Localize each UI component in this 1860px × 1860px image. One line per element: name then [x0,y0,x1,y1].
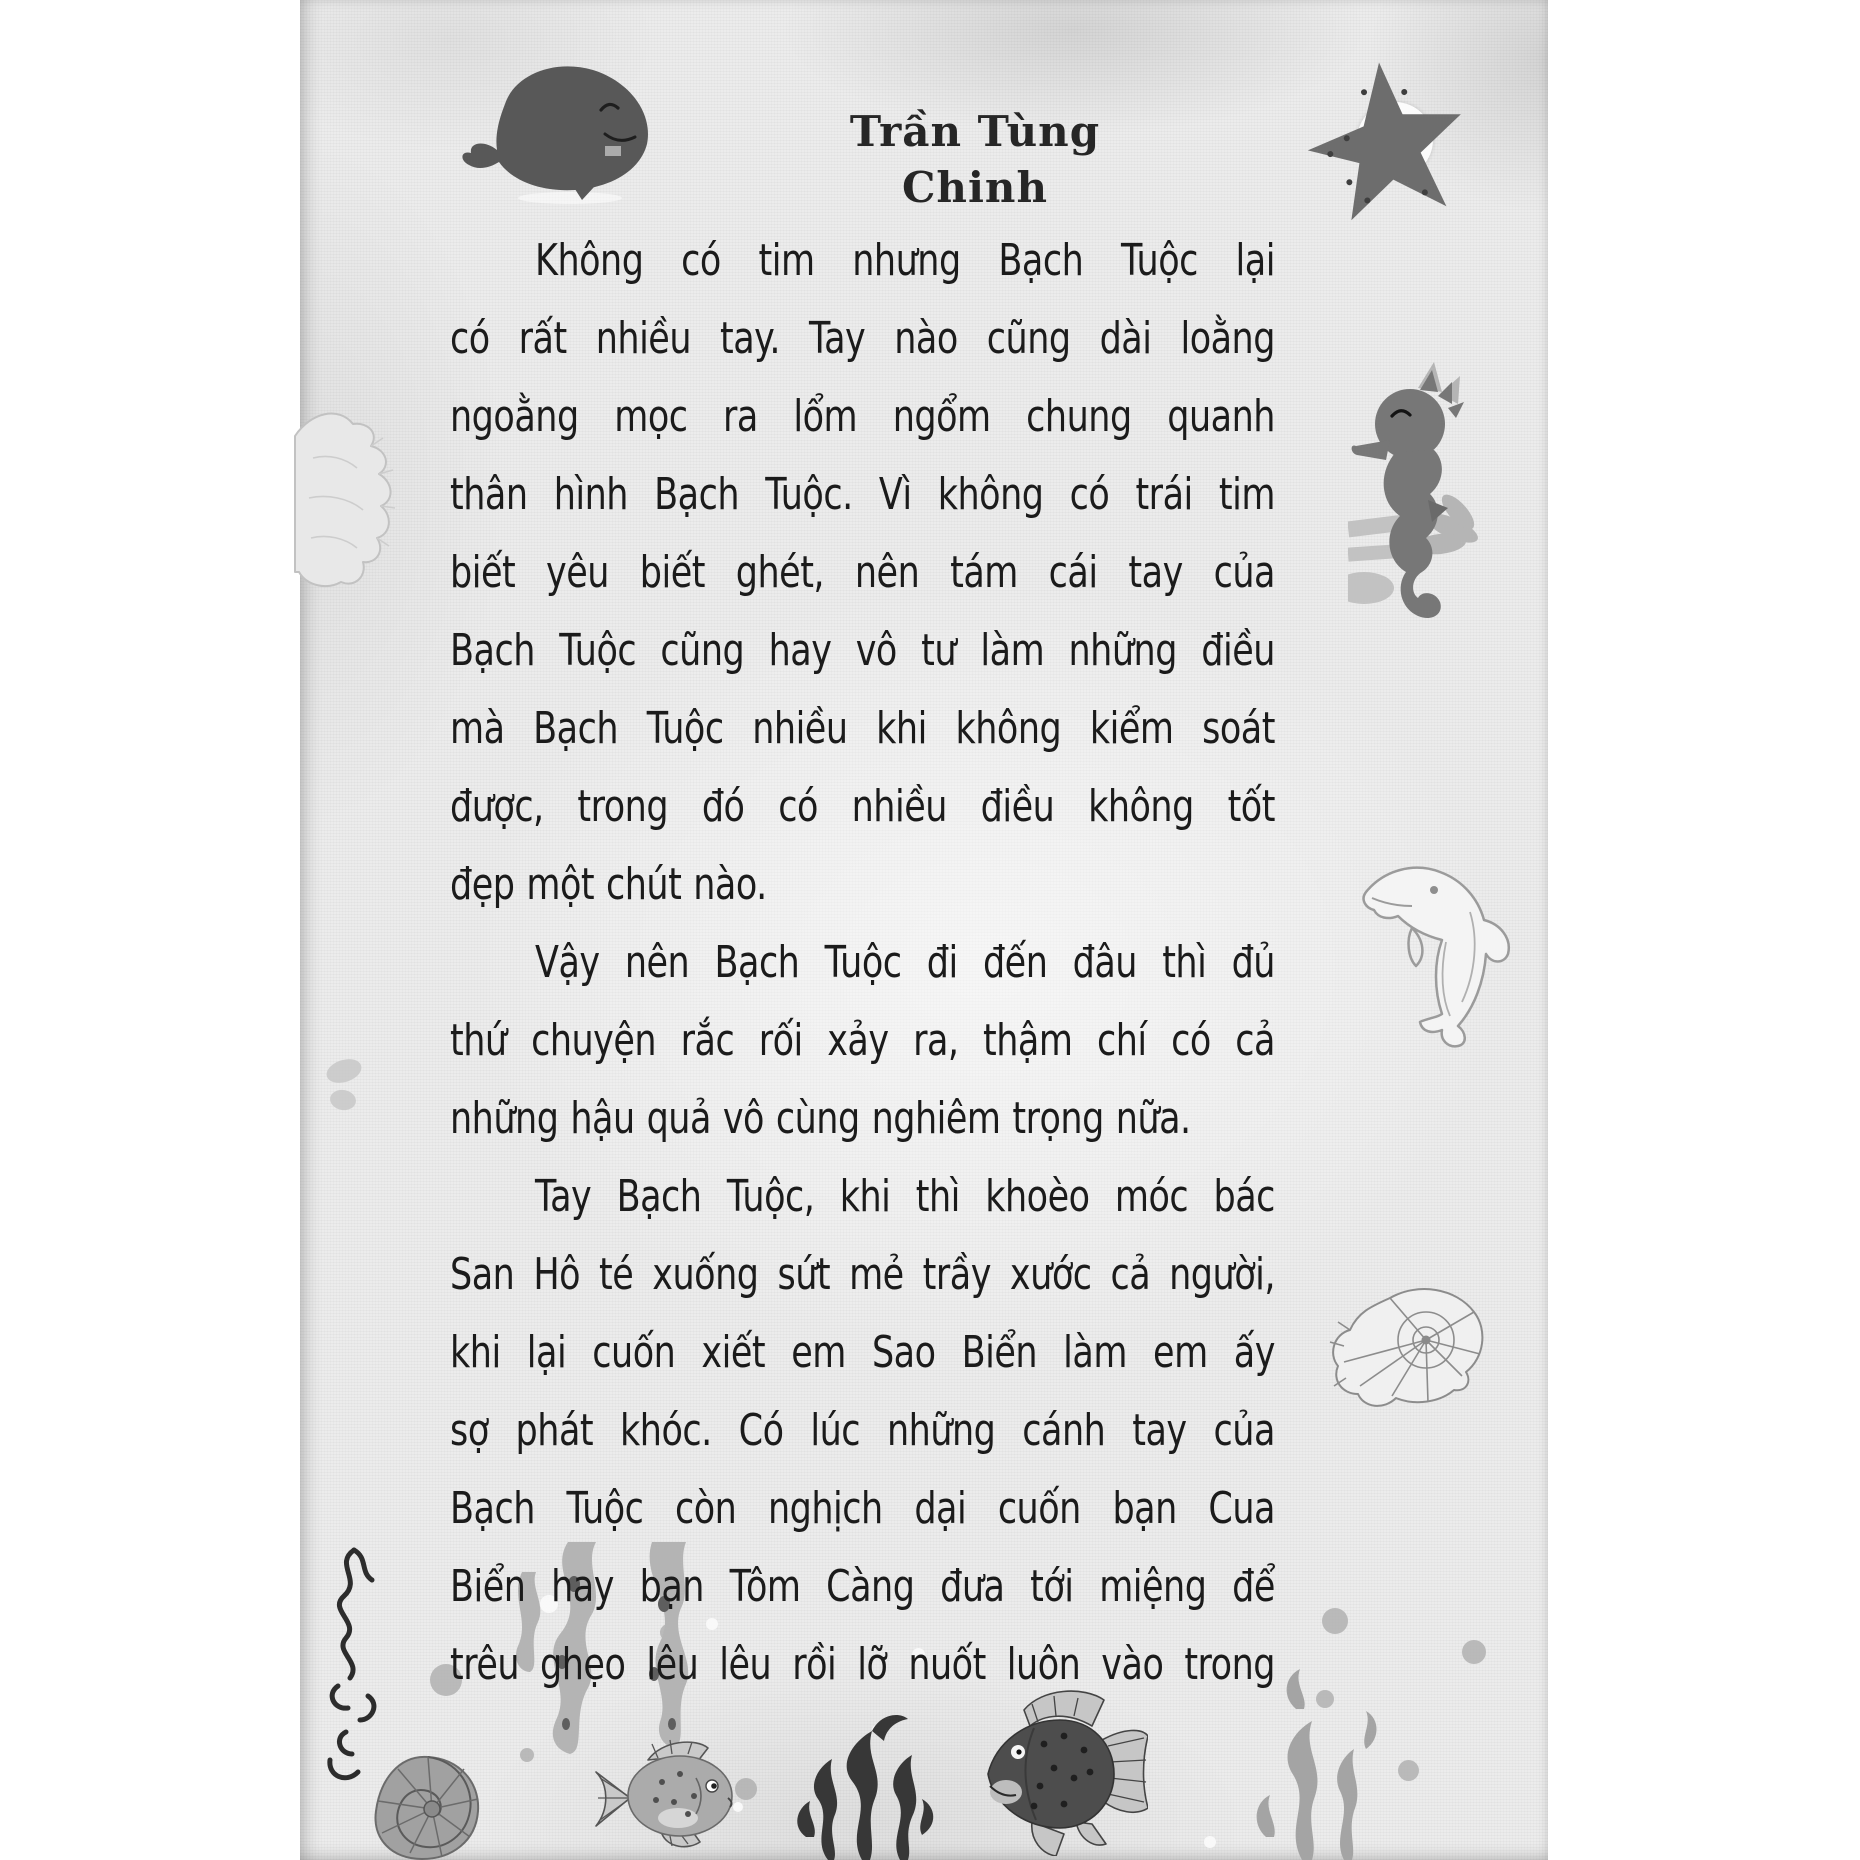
text-line: có rất nhiều tay. Tay nào cũng dài loằng [450,314,1275,364]
text-line: sợ phát khóc. Có lúc những cánh tay của [450,1406,1275,1456]
text-line: Tay Bạch Tuộc, khi thì khoèo móc bác [535,1172,1275,1222]
text-line: Vậy nên Bạch Tuộc đi đến đâu thì đủ [535,938,1275,988]
text-line: ngoằng mọc ra lổm ngổm chung quanh [450,392,1275,442]
text-line: khi lại cuốn xiết em Sao Biển làm em ấy [450,1328,1275,1378]
speckle-dot [1398,1760,1419,1781]
text-line: Biển hay bạn Tôm Càng đưa tới miệng để [450,1562,1275,1612]
text-block [450,222,1275,1704]
text-line: thứ chuyện rắc rối xảy ra, thậm chí có cả [450,1016,1275,1066]
text-line: mà Bạch Tuộc nhiều khi không kiểm soát [450,704,1275,754]
seahorse-icon [1348,352,1508,637]
text-line: Bạch Tuộc cũng hay vô tư làm những điều [450,626,1275,676]
text-line: Không có tim nhưng Bạch Tuộc lại [535,236,1275,286]
text-line: San Hô té xuống sứt mẻ trầy xước cả người, [450,1250,1275,1300]
starfish-icon [1300,60,1475,235]
murex-shell-sketch-icon [293,398,411,606]
bubble-dot [1204,1836,1216,1848]
whale-icon [455,58,685,208]
speckle-dot [1462,1640,1486,1664]
text-line: Bạch Tuộc còn nghịch dại cuốn bạn Cua [450,1484,1275,1534]
dolphin-sketch-icon [1350,842,1530,1054]
text-line: thân hình Bạch Tuộc. Vì không có trái tim [450,470,1275,520]
speckle-dot [1322,1608,1348,1634]
spiral-shell-sketch-icon [1326,1282,1504,1430]
text-line: đẹp một chút nào. [450,860,767,910]
small-fish-icon [594,1738,752,1848]
text-line: trêu ghẹo lêu lêu rồi lỡ nuốt luôn vào trong [450,1640,1275,1690]
text-line: những hậu quả vô cùng nghiêm trọng nữa. [450,1094,1191,1144]
text-line: biết yêu biết ghét, nên tám cái tay của [450,548,1275,598]
author-name: Trần Tùng Chinh [849,107,1101,212]
text-line: được, trong đó có nhiều điều không tốt [450,782,1275,832]
nautilus-shell-icon [372,1753,482,1860]
dark-seaweed-icon [788,1695,943,1860]
